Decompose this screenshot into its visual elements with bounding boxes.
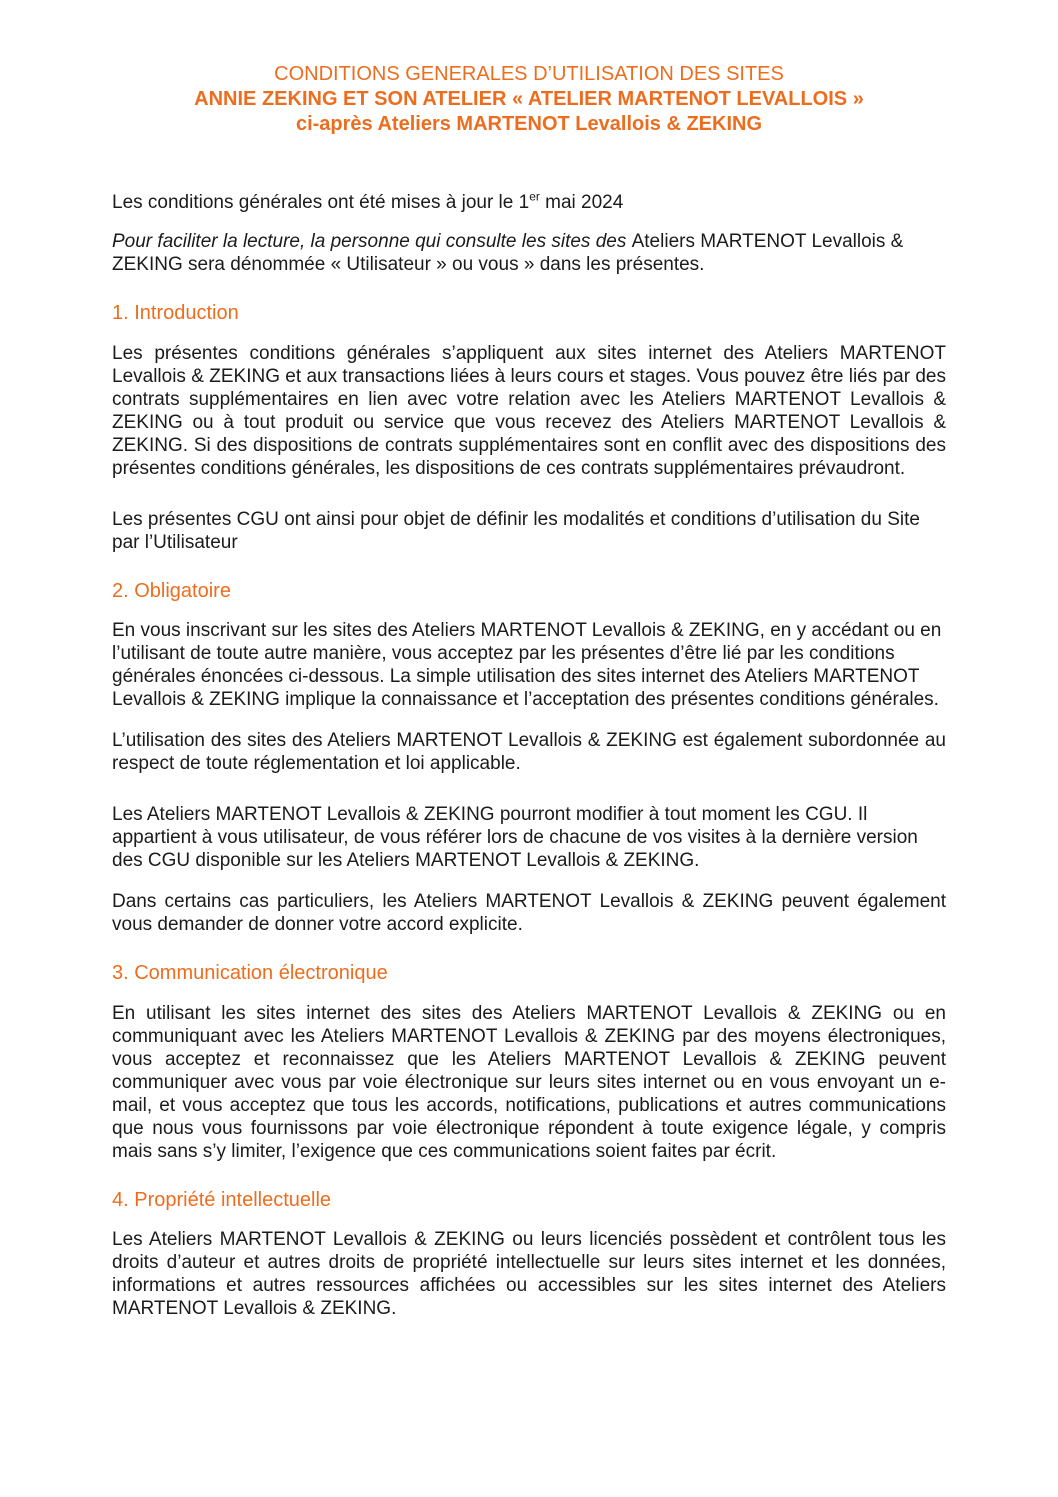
paragraph: Dans certains cas particuliers, les Ateliers MARTENOT Levallois & ZEKING peuvent également vous demander de donner votre accord explicite. — [112, 891, 946, 936]
section-propriete-intellectuelle — [112, 1189, 946, 1321]
section-introduction — [112, 302, 946, 554]
title-line-2: ANNIE ZEKING ET SON ATELIER « ATELIER MARTENOT LEVALLOIS » — [194, 88, 864, 110]
section-heading-obligatoire: 2. Obligatoire — [112, 579, 231, 602]
last-updated-date: mai 2024 — [539, 192, 624, 213]
reader-note-regular: Ateliers MARTENOT Levallois & ZEKING sera dénommée « Utilisateur » ou vous » dans les présentes. — [112, 231, 904, 275]
paragraph: Les présentes CGU ont ainsi pour objet de définir les modalités et conditions d’utilisation du Site par l’Utilisateur — [112, 508, 920, 553]
ordinal-superscript: er — [529, 189, 540, 204]
section-obligatoire — [112, 580, 946, 937]
paragraph: L’utilisation des sites des Ateliers MARTENOT Levallois & ZEKING est également subordonnée au respect de toute réglementation et loi applicable. — [112, 730, 946, 775]
section-communication-electronique — [112, 962, 946, 1163]
title-line-1: CONDITIONS GENERALES D’UTILISATION DES SITES — [274, 63, 784, 85]
section-heading-communication-electronique: 3. Communication électronique — [112, 962, 388, 985]
section-heading-introduction: 1. Introduction — [112, 302, 239, 324]
title-line-3: ci-après Ateliers MARTENOT Levallois & ZEKING — [295, 113, 763, 135]
section-heading-propriete-intellectuelle: 4. Propriété intellectuelle — [112, 1188, 332, 1211]
paragraph: En vous inscrivant sur les sites des Ateliers MARTENOT Levallois & ZEKING, en y accédant ou en l’utilisant de toute autre manière, vous acceptez par les présentes d’être lié par les conditions générales énoncées ci-dessous. La simple utilisation des sites internet des Ateliers MARTENOT Levallois & ZEKING implique la connaissance et l’acceptation des présentes conditions générales. — [112, 620, 942, 711]
reader-note — [112, 230, 946, 276]
paragraph: Les présentes conditions générales s’appliquent aux sites internet des Ateliers MARTENOT Levallois & ZEKING et aux transactions liées à leurs cours et stages. Vous pouvez être liés par des contrats supplémentaires en lien avec votre relation avec les Ateliers MARTENOT Levallois & ZEKING ou à tout produit ou service que vous recevez des Ateliers MARTENOT Levallois & ZEKING. Si des dispositions de contrats supplémentaires sont en conflit avec des dispositions des présentes conditions générales, les dispositions de ces contrats supplémentaires prévaudront. — [112, 342, 946, 479]
last-updated-text: Les conditions générales ont été mises à jour le 1 — [112, 192, 530, 213]
paragraph: En utilisant les sites internet des sites des Ateliers MARTENOT Levallois & ZEKING ou en communiquant avec les Ateliers MARTENOT Levallois & ZEKING par des moyens électroniques, vous acceptez et reconnaissez que les Ateliers MARTENOT Levallois & ZEKING peuvent communiquer avec vous par voie électronique sur leurs sites internet ou en vous envoyant un e-mail, et vous acceptez que tous les accords, notifications, publications et autres communications que nous vous fournissons par voie électronique répondent à toute exigence légale, y compris mais sans s’y limiter, l’exigence que ces communications soient faites par écrit. — [112, 1002, 946, 1162]
paragraph: Les Ateliers MARTENOT Levallois & ZEKING pourront modifier à tout moment les CGU. Il appartient à vous utilisateur, de vous référer lors de chacune de vos visites à la dernière version des CGU disponible sur les Ateliers MARTENOT Levallois & ZEKING. — [112, 804, 918, 872]
last-updated-line — [112, 191, 946, 214]
paragraph: Les Ateliers MARTENOT Levallois & ZEKING ou leurs licenciés possèdent et contrôlent tous les droits d’auteur et autres droits de propriété intellectuelle sur leurs sites internet et les données, informations et autres ressources affichées ou accessibles sur les sites internet des Ateliers MARTENOT Levallois & ZEKING. — [112, 1229, 946, 1320]
document-title — [112, 62, 946, 137]
reader-note-italic: Pour faciliter la lecture, la personne qui consulte les sites des — [112, 231, 632, 252]
